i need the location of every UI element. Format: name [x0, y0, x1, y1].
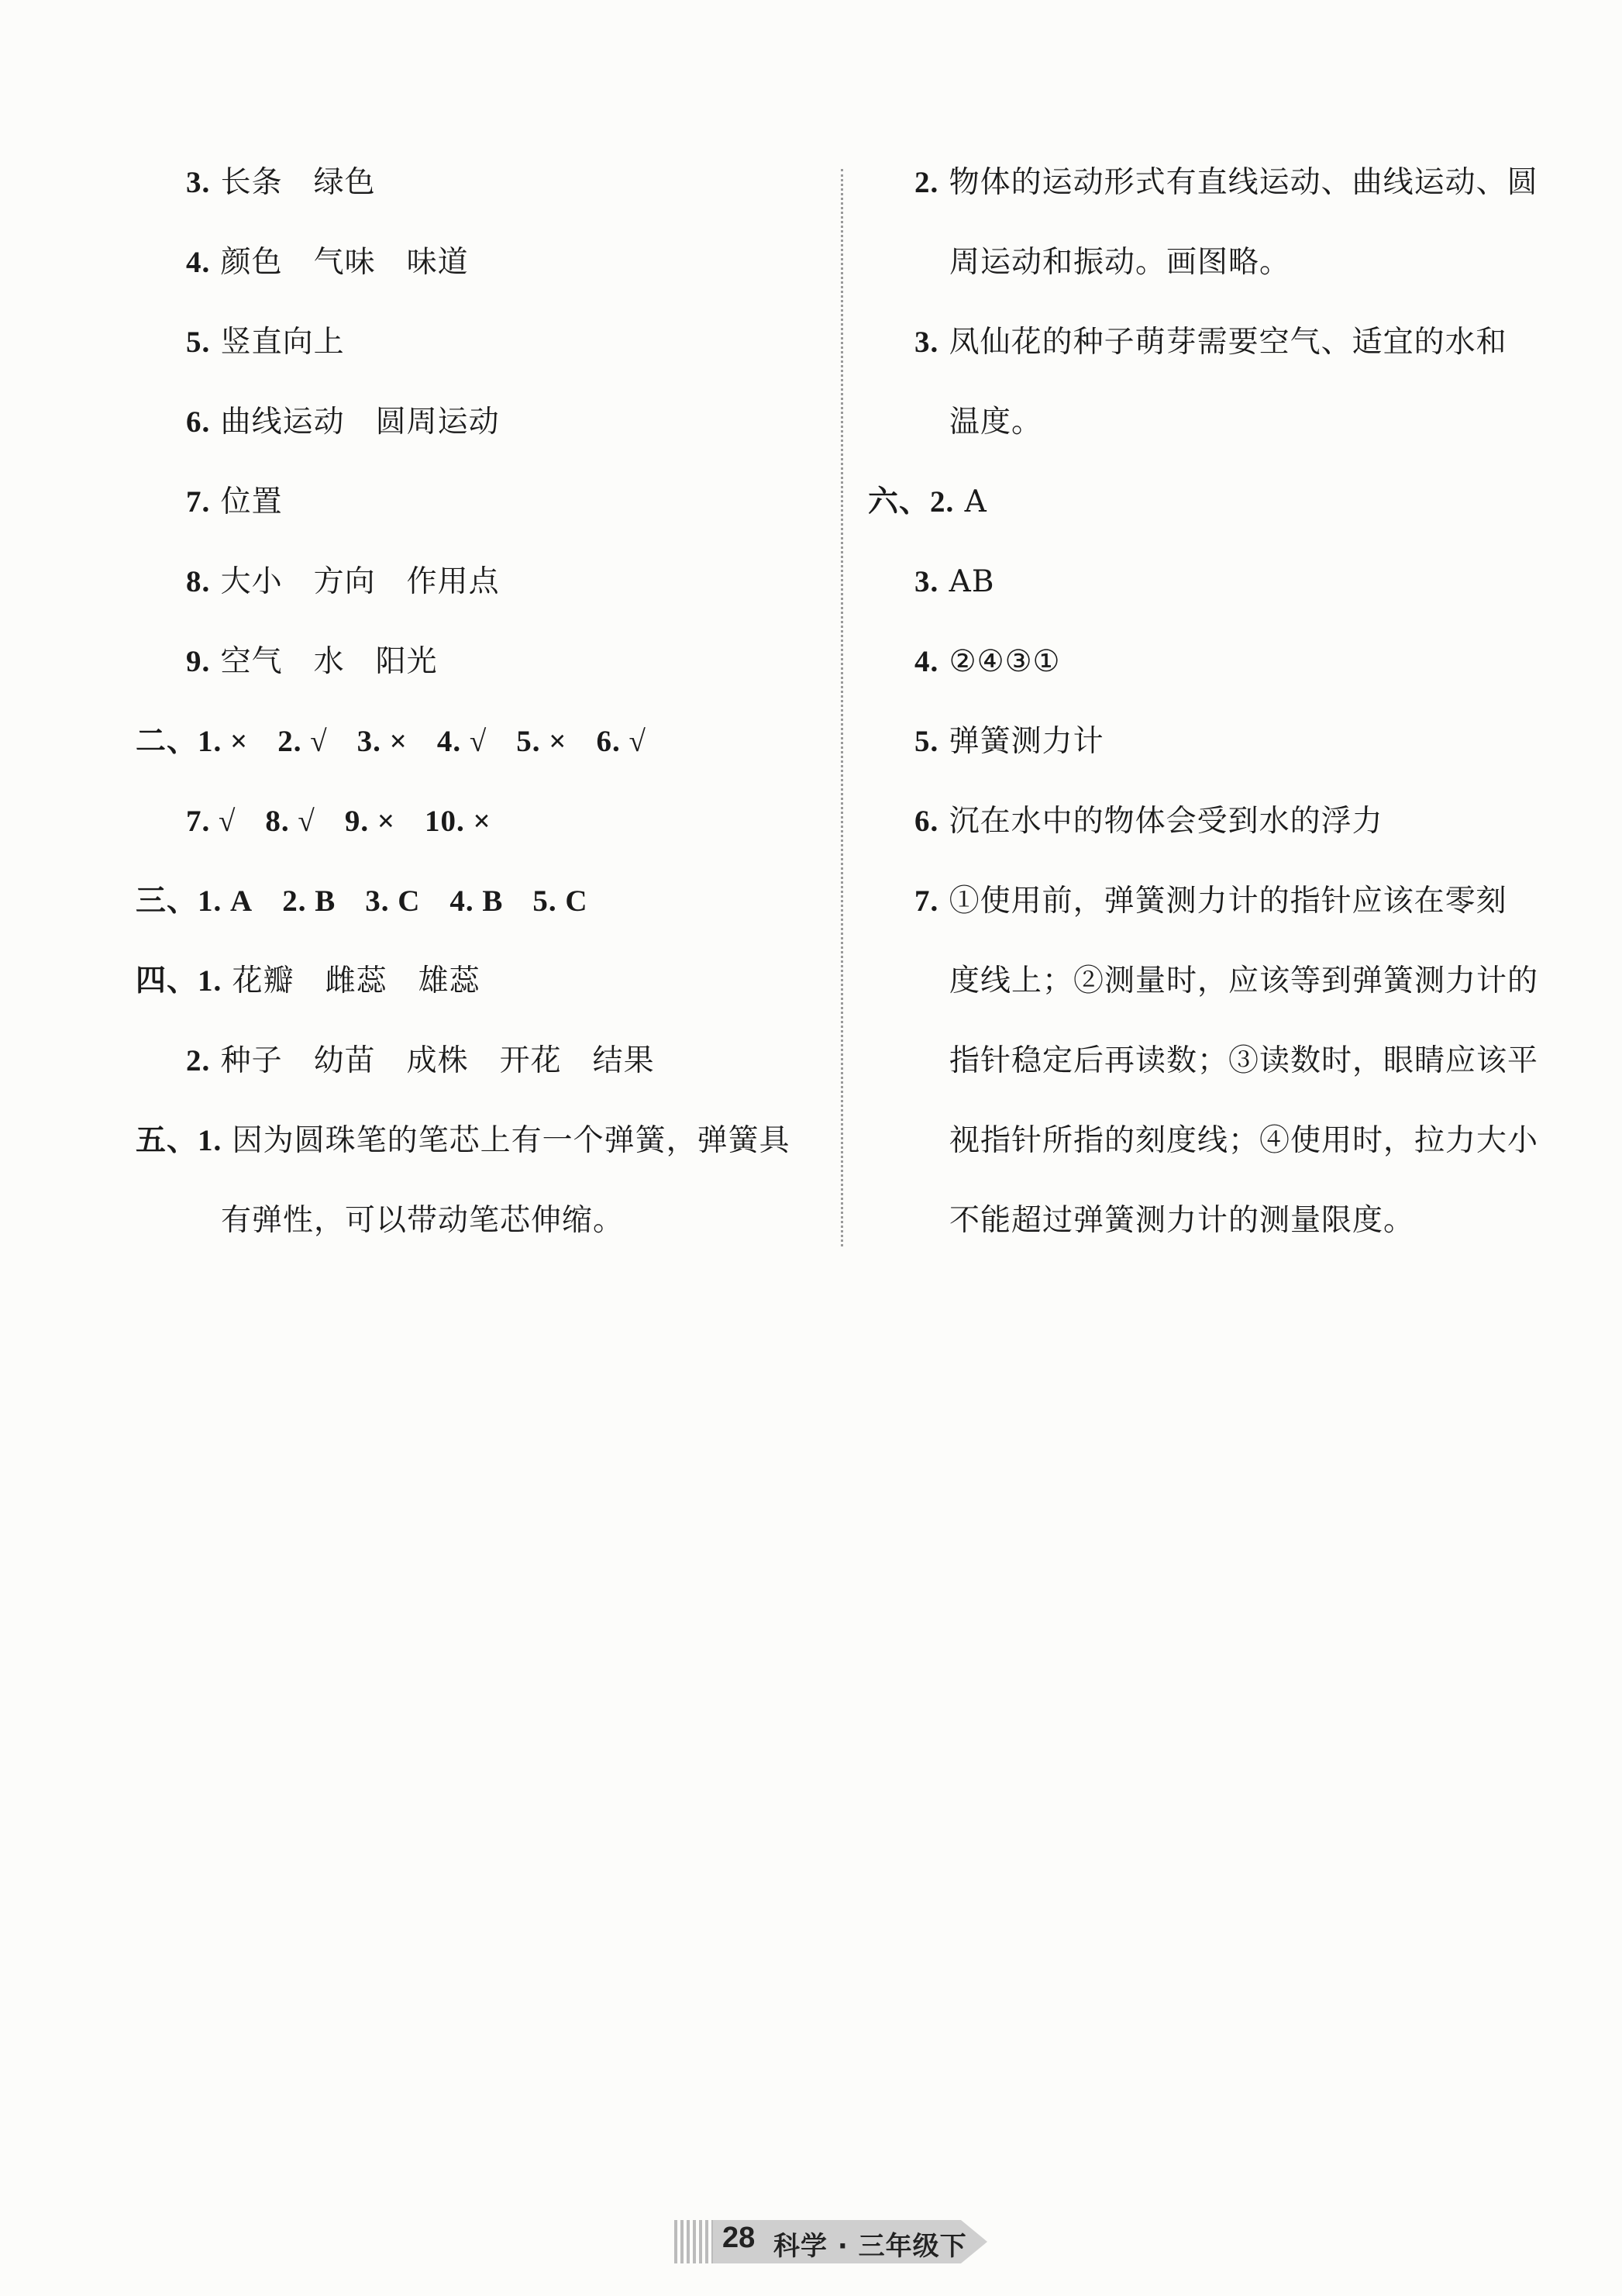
- item-number: 9.: [186, 645, 211, 678]
- answer-line: [949, 1201, 1414, 1241]
- judge-answer: 6. √: [596, 725, 646, 758]
- judge-answer: 10. ×: [425, 805, 491, 838]
- section-prefix: 五、: [136, 1124, 198, 1157]
- answer-line: [914, 562, 994, 602]
- item-number: 8.: [186, 565, 211, 598]
- answer-line: [136, 1121, 790, 1161]
- answer-line: [136, 961, 480, 1001]
- choice-answer: 4. B: [449, 884, 504, 918]
- answer-text: 温度。: [949, 405, 1043, 440]
- item-number: 3.: [914, 326, 939, 359]
- answer-line: [186, 482, 283, 522]
- item-number: 7.: [914, 884, 939, 918]
- item-number: 1.: [198, 1124, 222, 1157]
- answer-line: [186, 243, 469, 283]
- answer-line: [914, 802, 1383, 842]
- choice-answer: 2. B: [282, 884, 336, 918]
- answer-text: 长条 绿色: [220, 165, 376, 200]
- answer-text: 花瓣 雌蕊 雄蕊: [232, 964, 480, 998]
- section-prefix: 四、: [136, 964, 198, 998]
- answer-text: 周运动和振动。画图略。: [949, 245, 1291, 280]
- answer-line: [949, 402, 1042, 443]
- answer-text: A: [964, 484, 987, 519]
- judge-answer: 8. √: [265, 805, 315, 838]
- answer-text: 弹簧测力计: [949, 724, 1104, 759]
- answer-line: [186, 1041, 655, 1081]
- item-number: 6.: [186, 405, 211, 439]
- answer-line: [949, 961, 1538, 1001]
- answer-line: [136, 722, 646, 762]
- item-number: 4.: [186, 246, 211, 279]
- answer-line: [186, 802, 491, 842]
- item-number: 7.: [186, 485, 211, 519]
- answer-text: 空气 水 阳光: [220, 644, 438, 679]
- answer-line: [914, 722, 1104, 762]
- section-prefix: 三、: [136, 884, 198, 918]
- answer-text: 指针稳定后再读数；③读数时，眼睛应该平: [949, 1043, 1539, 1078]
- answer-text: ②④③①: [949, 644, 1061, 679]
- judge-answer: 1. ×: [198, 725, 249, 758]
- answer-line: [914, 881, 1507, 922]
- answer-line: [186, 562, 500, 602]
- item-number: 5.: [186, 326, 211, 359]
- answer-text: 物体的运动形式有直线运动、曲线运动、圆: [949, 165, 1538, 200]
- answer-text: 曲线运动 圆周运动: [220, 405, 500, 440]
- footer-stripes: [674, 2220, 713, 2263]
- item-number: 5.: [914, 725, 939, 758]
- choice-answer: 5. C: [532, 884, 588, 918]
- answer-line: [914, 642, 1061, 682]
- judge-answer: 5. ×: [516, 725, 567, 758]
- answer-line: [186, 322, 345, 363]
- answer-text: 凤仙花的种子萌芽需要空气、适宜的水和: [949, 325, 1507, 360]
- item-number: 6.: [914, 805, 939, 838]
- answer-line: [186, 642, 438, 682]
- section-prefix: 二、: [136, 725, 198, 758]
- answer-line: [221, 1201, 624, 1241]
- answer-text: 沉在水中的物体会受到水的浮力: [949, 804, 1383, 839]
- column-divider: [841, 169, 843, 1246]
- answer-line: [136, 881, 588, 922]
- judge-answer: 9. ×: [344, 805, 396, 838]
- choice-answer: 3. C: [365, 884, 421, 918]
- item-number: 2.: [186, 1044, 211, 1077]
- answer-text: 度线上；②测量时，应该等到弹簧测力计的: [949, 964, 1539, 998]
- section-prefix: 六、: [868, 485, 931, 519]
- page-footer: [674, 2220, 1000, 2263]
- answer-text: 有弹性，可以带动笔芯伸缩。: [221, 1203, 625, 1238]
- item-number: 3.: [186, 166, 211, 199]
- answer-text: 竖直向上: [220, 325, 345, 360]
- answer-text: 不能超过弹簧测力计的测量限度。: [949, 1203, 1415, 1238]
- answer-text: 种子 幼苗 成株 开花 结果: [220, 1043, 655, 1078]
- judge-answer: 4. √: [436, 725, 487, 758]
- item-number: 4.: [914, 645, 939, 678]
- book-label: 科学 · 三年级下: [773, 2231, 967, 2262]
- answer-line: [949, 1121, 1538, 1161]
- answer-text: 大小 方向 作用点: [220, 564, 500, 599]
- page-number: 28: [722, 2222, 756, 2254]
- answer-text: 视指针所指的刻度线；④使用时，拉力大小: [949, 1123, 1539, 1158]
- choice-answer: 1. A: [198, 884, 253, 918]
- answer-text: 因为圆珠笔的笔芯上有一个弹簧，弹簧具: [232, 1123, 790, 1158]
- judge-answer: 2. √: [277, 725, 328, 758]
- answer-line: [914, 322, 1507, 363]
- answer-line: [949, 1041, 1538, 1081]
- answer-text: 位置: [220, 484, 283, 519]
- answer-line: [914, 163, 1538, 203]
- answer-text: 颜色 气味 味道: [220, 245, 469, 280]
- answer-line: [868, 482, 987, 522]
- answer-line: [949, 243, 1290, 283]
- answer-line: [186, 402, 500, 443]
- judge-answer: 3. ×: [356, 725, 408, 758]
- answer-text: AB: [949, 564, 995, 599]
- item-number: 1.: [198, 964, 222, 998]
- answer-line: [186, 163, 376, 203]
- judge-answer: 7. √: [186, 805, 236, 838]
- answer-text: ①使用前，弹簧测力计的指针应该在零刻: [949, 884, 1507, 919]
- item-number: 3.: [914, 565, 939, 598]
- item-number: 2.: [930, 485, 955, 519]
- item-number: 2.: [914, 166, 939, 199]
